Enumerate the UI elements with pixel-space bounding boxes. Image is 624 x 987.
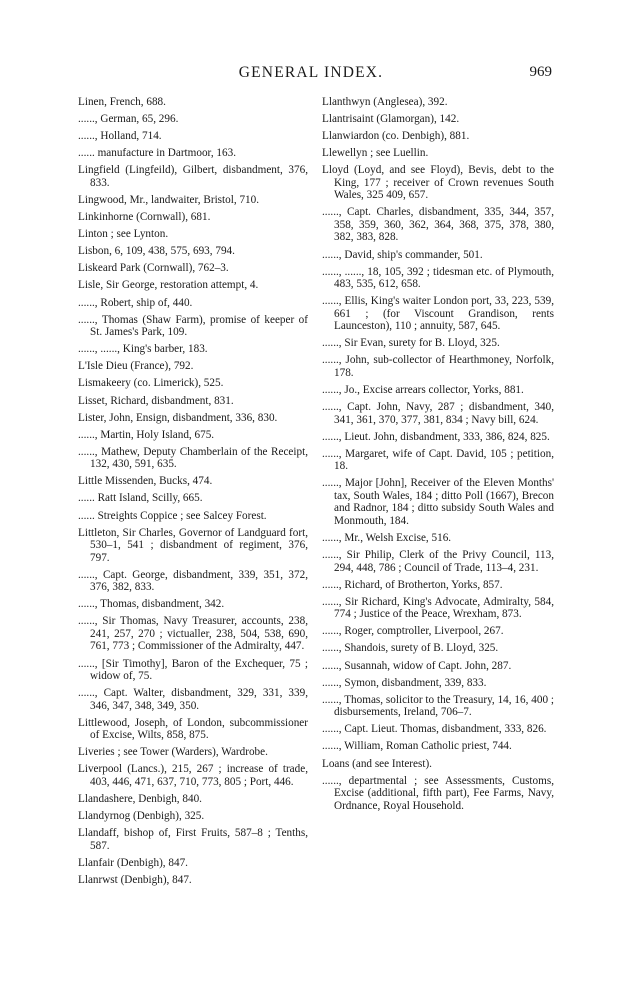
index-entry: ......, [Sir Timothy], Baron of the Exchequer, 75 ; widow of, 75. (78, 657, 308, 683)
index-entry: ......, Sir Richard, King's Advocate, Admiralty, 584, 774 ; Justice of the Peace, Wrexham, 873. (322, 595, 554, 621)
index-entry: Liskeard Park (Cornwall), 762–3. (78, 262, 229, 275)
index-entry: ......, ......, 18, 105, 392 ; tidesman etc. of Plymouth, 483, 535, 612, 658. (322, 265, 554, 291)
index-entry: ......, departmental ; see Assessments, Customs, Excise (additional, fifth part), Fee Farms, Navy, Ordnance, Royal Household. (322, 774, 554, 812)
index-entry: Llanfair (Denbigh), 847. (78, 856, 188, 869)
index-entry: ......, Holland, 714. (78, 130, 162, 143)
index-entry: ......, Major [John], Receiver of the Eleven Months' tax, South Wales, 184 ; ditto Poll (1667), Brecon and Radnor, 184 ; ditto subsidy South Wales and Monmouth, 184. (322, 477, 554, 527)
index-entry: Lloyd (Loyd, and see Floyd), Bevis, debt to the King, 177 ; receiver of Crown revenues South Wales, 325 409, 657. (322, 164, 554, 202)
index-entry: Lismakeery (co. Limerick), 525. (78, 377, 224, 390)
index-entry: Lisle, Sir George, restoration attempt, 4. (78, 279, 259, 292)
index-entry: ......, Susannah, widow of Capt. John, 287. (322, 659, 512, 672)
index-entry: ......, Sir Philip, Clerk of the Privy Council, 113, 294, 448, 786 ; Council of Trade, 113–4, 231. (322, 549, 554, 574)
index-column-right (322, 96, 554, 817)
index-entry: ......, Lieut. John, disbandment, 333, 386, 824, 825. (322, 430, 550, 443)
index-entry: ...... manufacture in Dartmoor, 163. (78, 147, 236, 160)
index-entry: Llandashere, Denbigh, 840. (78, 793, 202, 805)
page-header (70, 64, 552, 86)
index-entry: ......, David, ship's commander, 501. (322, 248, 483, 261)
index-entry: ......, Margaret, wife of Capt. David, 105 ; petition, 18. (322, 447, 554, 473)
index-entry: ......, Capt. Walter, disbandment, 329, 331, 339, 346, 347, 348, 349, 350. (78, 687, 308, 712)
index-entry: Liveries ; see Tower (Warders), Wardrobe. (78, 746, 268, 759)
index-entry: Lister, John, Ensign, disbandment, 336, 830. (78, 411, 278, 424)
index-entry: Linton ; see Lynton. (78, 228, 169, 241)
index-entry: ......, Thomas, disbandment, 342. (78, 598, 225, 611)
index-entry: Loans (and see Interest). (322, 757, 432, 770)
index-entry: Liverpool (Lancs.), 215, 267 ; increase of trade, 403, 446, 471, 637, 710, 773, 805 ; Port, 446. (78, 763, 308, 788)
page-number: 969 (529, 64, 552, 80)
index-entry: Lingwood, Mr., landwaiter, Bristol, 710. (78, 193, 260, 206)
index-entry: ......, Sir Evan, surety for B. Lloyd, 325. (322, 337, 500, 350)
index-entry: Lisset, Richard, disbandment, 831. (78, 394, 234, 407)
index-entry: Llanwiardon (co. Denbigh), 881. (322, 130, 470, 143)
index-entry: ......, Shandois, surety of B. Lloyd, 325. (322, 642, 499, 655)
page-title: GENERAL INDEX. (238, 64, 384, 81)
index-entry: ......, Thomas, solicitor to the Treasury, 14, 16, 400 ; disbursements, Ireland, 706–7. (322, 693, 554, 719)
index-entry: ......, Martin, Holy Island, 675. (78, 428, 215, 441)
index-entry: ......, Thomas (Shaw Farm), promise of keeper of St. James's Park, 109. (78, 313, 308, 339)
index-entry: ......, Richard, of Brotherton, Yorks, 857. (322, 578, 503, 591)
index-entry: Little Missenden, Bucks, 474. (78, 475, 213, 488)
index-entry: Linen, French, 688. (78, 96, 166, 108)
index-entry: ......, Capt. George, disbandment, 339, 351, 372, 376, 382, 833. (78, 568, 308, 594)
index-entry: Llantrisaint (Glamorgan), 142. (322, 113, 460, 126)
index-entry: ...... Streights Coppice ; see Salcey Forest. (78, 509, 267, 522)
index-entry: ......, Robert, ship of, 440. (78, 296, 193, 309)
index-entry: L'Isle Dieu (France), 792. (78, 360, 194, 373)
index-entry: ......, Symon, disbandment, 339, 833. (322, 676, 487, 689)
index-entry: Littleton, Sir Charles, Governor of Landguard fort, 530–1, 541 ; disbandment of regiment, 376, 797. (78, 526, 308, 564)
index-entry: ......, Sir Thomas, Navy Treasurer, accounts, 238, 241, 257, 270 ; victualler, 238, 504, 538, 690, 761, 773 ; Commissioner of the Admiralty, 447. (78, 615, 308, 653)
index-entry: ......, German, 65, 296. (78, 113, 179, 126)
index-entry: ......, Ellis, King's waiter London port, 33, 223, 539, 661 ; (for Viscount Grandison, rents Launceston), 110 ; annuity, 587, 645. (322, 295, 554, 333)
index-column-left (78, 96, 308, 891)
index-entry: ......, Jo., Excise arrears collector, Yorks, 881. (322, 384, 524, 397)
index-entry: ......, William, Roman Catholic priest, 744. (322, 740, 512, 753)
index-entry: Linkinhorne (Cornwall), 681. (78, 211, 211, 224)
index-entry: Llanthwyn (Anglesea), 392. (322, 96, 448, 108)
index-entry: ......, Mr., Welsh Excise, 516. (322, 532, 452, 544)
index-entry: Lisbon, 6, 109, 438, 575, 693, 794. (78, 245, 235, 258)
index-entry: ...... Ratt Island, Scilly, 665. (78, 492, 203, 505)
index-entry: ......, Capt. John, Navy, 287 ; disbandment, 340, 341, 361, 370, 377, 381, 834 ; Navy bill, 624. (322, 401, 554, 426)
index-entry: ......, ......, King's barber, 183. (78, 343, 208, 356)
index-entry: Llewellyn ; see Luellin. (322, 147, 429, 160)
index-entry: Llanrwst (Denbigh), 847. (78, 873, 192, 886)
index-entry: Llandyrnog (Denbigh), 325. (78, 810, 205, 823)
index-entry: Littlewood, Joseph, of London, subcommissioner of Excise, Wilts, 858, 875. (78, 716, 308, 742)
index-entry: ......, John, sub-collector of Hearthmoney, Norfolk, 178. (322, 354, 554, 379)
index-entry: Lingfield (Lingfeild), Gilbert, disbandment, 376, 833. (78, 164, 308, 189)
index-entry: ......, Roger, comptroller, Liverpool, 267. (322, 625, 504, 638)
index-entry: ......, Capt. Lieut. Thomas, disbandment, 333, 826. (322, 723, 547, 736)
index-entry: ......, Capt. Charles, disbandment, 335, 344, 357, 358, 359, 360, 362, 364, 368, 375, 378, 380, 382, 383, 828. (322, 206, 554, 244)
index-entry: Llandaff, bishop of, First Fruits, 587–8 ; Tenths, 587. (78, 827, 308, 852)
index-entry: ......, Mathew, Deputy Chamberlain of the Receipt, 132, 430, 591, 635. (78, 445, 308, 471)
